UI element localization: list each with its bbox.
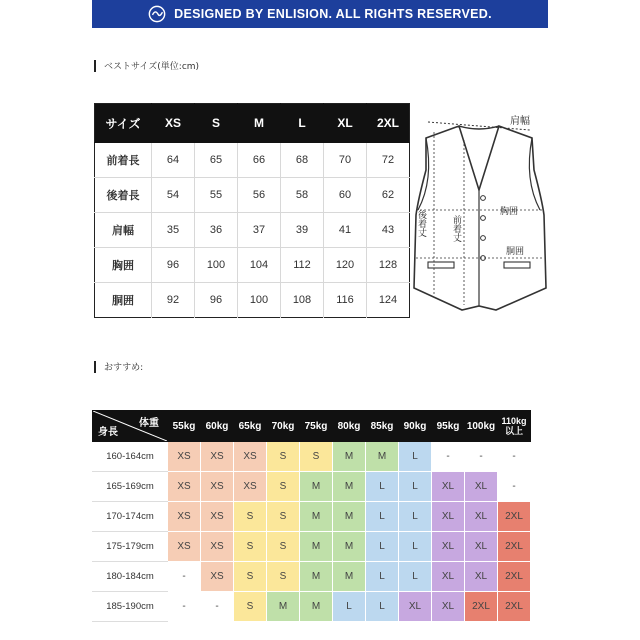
table-row — [95, 143, 410, 178]
table-row — [93, 472, 531, 502]
table-row — [95, 178, 410, 213]
front-length-label: 前着丈 — [451, 215, 461, 242]
recommend-header — [93, 411, 531, 442]
size-cell: XS — [168, 502, 201, 532]
size-cell: M — [366, 442, 399, 472]
size-cell: S — [234, 532, 267, 562]
weight-cell: 70kg — [267, 411, 300, 442]
table-cell: 60 — [324, 178, 367, 213]
size-header-cell: XL — [324, 104, 367, 143]
size-section-label — [94, 59, 199, 72]
weight-last-line2: 以上 — [504, 426, 523, 436]
table-row — [93, 532, 531, 562]
size-cell: XL — [465, 472, 498, 502]
size-cell: S — [267, 442, 300, 472]
size-header-cell: L — [281, 104, 324, 143]
section-bar — [94, 361, 96, 373]
size-cell: XS — [168, 472, 201, 502]
table-cell: 37 — [238, 213, 281, 248]
size-cell: M — [267, 592, 300, 622]
table-cell: 58 — [281, 178, 324, 213]
height-label: 185-190cm — [93, 592, 168, 622]
size-cell: S — [267, 502, 300, 532]
size-cell: - — [498, 442, 531, 472]
size-cell: S — [234, 502, 267, 532]
table-cell: 104 — [238, 248, 281, 283]
size-cell: - — [465, 442, 498, 472]
table-cell: 65 — [195, 143, 238, 178]
table-row — [93, 442, 531, 472]
size-cell: L — [366, 592, 399, 622]
size-cell: L — [366, 472, 399, 502]
size-header-cell: M — [238, 104, 281, 143]
table-cell: 116 — [324, 283, 367, 318]
weight-cell: 95kg — [432, 411, 465, 442]
size-cell: S — [234, 592, 267, 622]
size-cell: S — [300, 442, 333, 472]
table-cell: 55 — [195, 178, 238, 213]
size-cell: M — [300, 562, 333, 592]
weight-cell: 65kg — [234, 411, 267, 442]
table-cell: 41 — [324, 213, 367, 248]
vest-diagram — [404, 110, 554, 325]
row-label: 前着長 — [95, 143, 152, 178]
size-cell: L — [399, 442, 432, 472]
size-cell: L — [366, 502, 399, 532]
size-cell: XS — [201, 442, 234, 472]
height-label: 170-174cm — [93, 502, 168, 532]
weight-header: 体重 — [139, 418, 159, 429]
size-cell: XS — [168, 532, 201, 562]
size-cell: M — [300, 472, 333, 502]
size-corner: サイズ — [95, 104, 152, 143]
size-cell: XL — [432, 502, 465, 532]
table-cell: 120 — [324, 248, 367, 283]
shoulder-label: 肩幅 — [510, 116, 530, 127]
table-cell: 35 — [152, 213, 195, 248]
size-cell: XL — [432, 532, 465, 562]
height-label: 180-184cm — [93, 562, 168, 592]
table-cell: 64 — [152, 143, 195, 178]
table-row — [95, 283, 410, 318]
size-cell: XS — [201, 532, 234, 562]
size-cell: - — [201, 592, 234, 622]
size-cell: 2XL — [498, 502, 531, 532]
size-cell: XL — [432, 562, 465, 592]
table-cell: 96 — [152, 248, 195, 283]
weight-last-line1: 110kg — [501, 416, 527, 426]
enlision-logo-icon — [148, 5, 166, 23]
recommend-section-label — [94, 360, 143, 373]
table-cell: 62 — [367, 178, 410, 213]
size-cell: M — [333, 532, 366, 562]
height-label: 165-169cm — [93, 472, 168, 502]
table-row — [93, 592, 531, 622]
table-row — [95, 213, 410, 248]
recommend-corner — [93, 411, 168, 442]
size-cell: L — [366, 532, 399, 562]
size-cell: XL — [399, 592, 432, 622]
weight-cell: 90kg — [399, 411, 432, 442]
size-cell: XL — [465, 502, 498, 532]
chest-label: 胸囲 — [500, 207, 519, 217]
size-cell: S — [267, 472, 300, 502]
size-cell: XS — [168, 442, 201, 472]
size-cell: L — [366, 562, 399, 592]
size-cell: XL — [432, 592, 465, 622]
size-cell: - — [498, 472, 531, 502]
banner-text: DESIGNED BY ENLISION. ALL RIGHTS RESERVED. — [174, 7, 492, 21]
size-cell: M — [333, 562, 366, 592]
size-cell: XL — [465, 562, 498, 592]
back-length-label: 後着丈 — [416, 210, 426, 237]
size-table-header — [95, 104, 410, 143]
size-cell: M — [300, 532, 333, 562]
row-label: 胸囲 — [95, 248, 152, 283]
size-cell: - — [168, 562, 201, 592]
row-label: 胴囲 — [95, 283, 152, 318]
size-cell: M — [300, 592, 333, 622]
size-cell: XS — [234, 442, 267, 472]
table-cell: 112 — [281, 248, 324, 283]
size-cell: - — [168, 592, 201, 622]
size-cell: XS — [201, 562, 234, 592]
size-cell: L — [333, 592, 366, 622]
size-cell: 2XL — [498, 592, 531, 622]
table-cell: 68 — [281, 143, 324, 178]
size-cell: 2XL — [465, 592, 498, 622]
size-cell: L — [399, 502, 432, 532]
size-cell: M — [333, 442, 366, 472]
recommend-section-title: おすすめ: — [104, 363, 144, 373]
table-cell: 96 — [195, 283, 238, 318]
size-cell: S — [234, 562, 267, 592]
size-cell: 2XL — [498, 562, 531, 592]
waist-label: 胴囲 — [506, 247, 525, 257]
table-row — [95, 248, 410, 283]
size-cell: XS — [201, 472, 234, 502]
size-header-cell: 2XL — [367, 104, 410, 143]
table-cell: 39 — [281, 213, 324, 248]
section-bar — [94, 60, 96, 72]
table-cell: 100 — [238, 283, 281, 318]
size-cell: S — [267, 532, 300, 562]
table-cell: 43 — [367, 213, 410, 248]
table-row — [93, 562, 531, 592]
table-cell: 124 — [378, 294, 398, 306]
size-cell: XS — [201, 502, 234, 532]
top-banner — [92, 0, 548, 28]
size-cell: XS — [234, 472, 267, 502]
table-cell: 100 — [195, 248, 238, 283]
weight-cell: 75kg — [300, 411, 333, 442]
size-cell: S — [267, 562, 300, 592]
size-cell: M — [333, 472, 366, 502]
table-cell: 128 — [367, 248, 410, 283]
size-header-cell: S — [195, 104, 238, 143]
size-cell: L — [399, 532, 432, 562]
row-label: 後着長 — [95, 178, 152, 213]
table-cell: 36 — [195, 213, 238, 248]
size-cell: XL — [465, 532, 498, 562]
size-cell: M — [300, 502, 333, 532]
table-row — [93, 502, 531, 532]
table-cell: 70 — [324, 143, 367, 178]
size-table — [94, 103, 410, 318]
height-header: 身長 — [98, 427, 118, 438]
weight-cell: 80kg — [333, 411, 366, 442]
size-cell: L — [399, 472, 432, 502]
height-label: 160-164cm — [93, 442, 168, 472]
weight-cell: 100kg — [465, 411, 498, 442]
weight-cell: 60kg — [201, 411, 234, 442]
weight-cell: 85kg — [366, 411, 399, 442]
size-cell: - — [432, 442, 465, 472]
size-cell: XL — [432, 472, 465, 502]
weight-cell-last — [498, 411, 531, 442]
height-label: 175-179cm — [93, 532, 168, 562]
weight-cell: 55kg — [168, 411, 201, 442]
size-cell: M — [333, 502, 366, 532]
table-cell: 108 — [281, 283, 324, 318]
table-cell: 56 — [238, 178, 281, 213]
size-cell: L — [399, 562, 432, 592]
size-section-title: ベストサイズ(単位:cm) — [104, 62, 200, 72]
table-cell: 92 — [152, 283, 195, 318]
table-cell: 66 — [238, 143, 281, 178]
size-cell: 2XL — [498, 532, 531, 562]
table-cell: 72 — [367, 143, 410, 178]
recommend-table — [92, 410, 531, 622]
table-cell: 54 — [152, 178, 195, 213]
size-header-cell: XS — [152, 104, 195, 143]
row-label: 肩幅 — [95, 213, 152, 248]
